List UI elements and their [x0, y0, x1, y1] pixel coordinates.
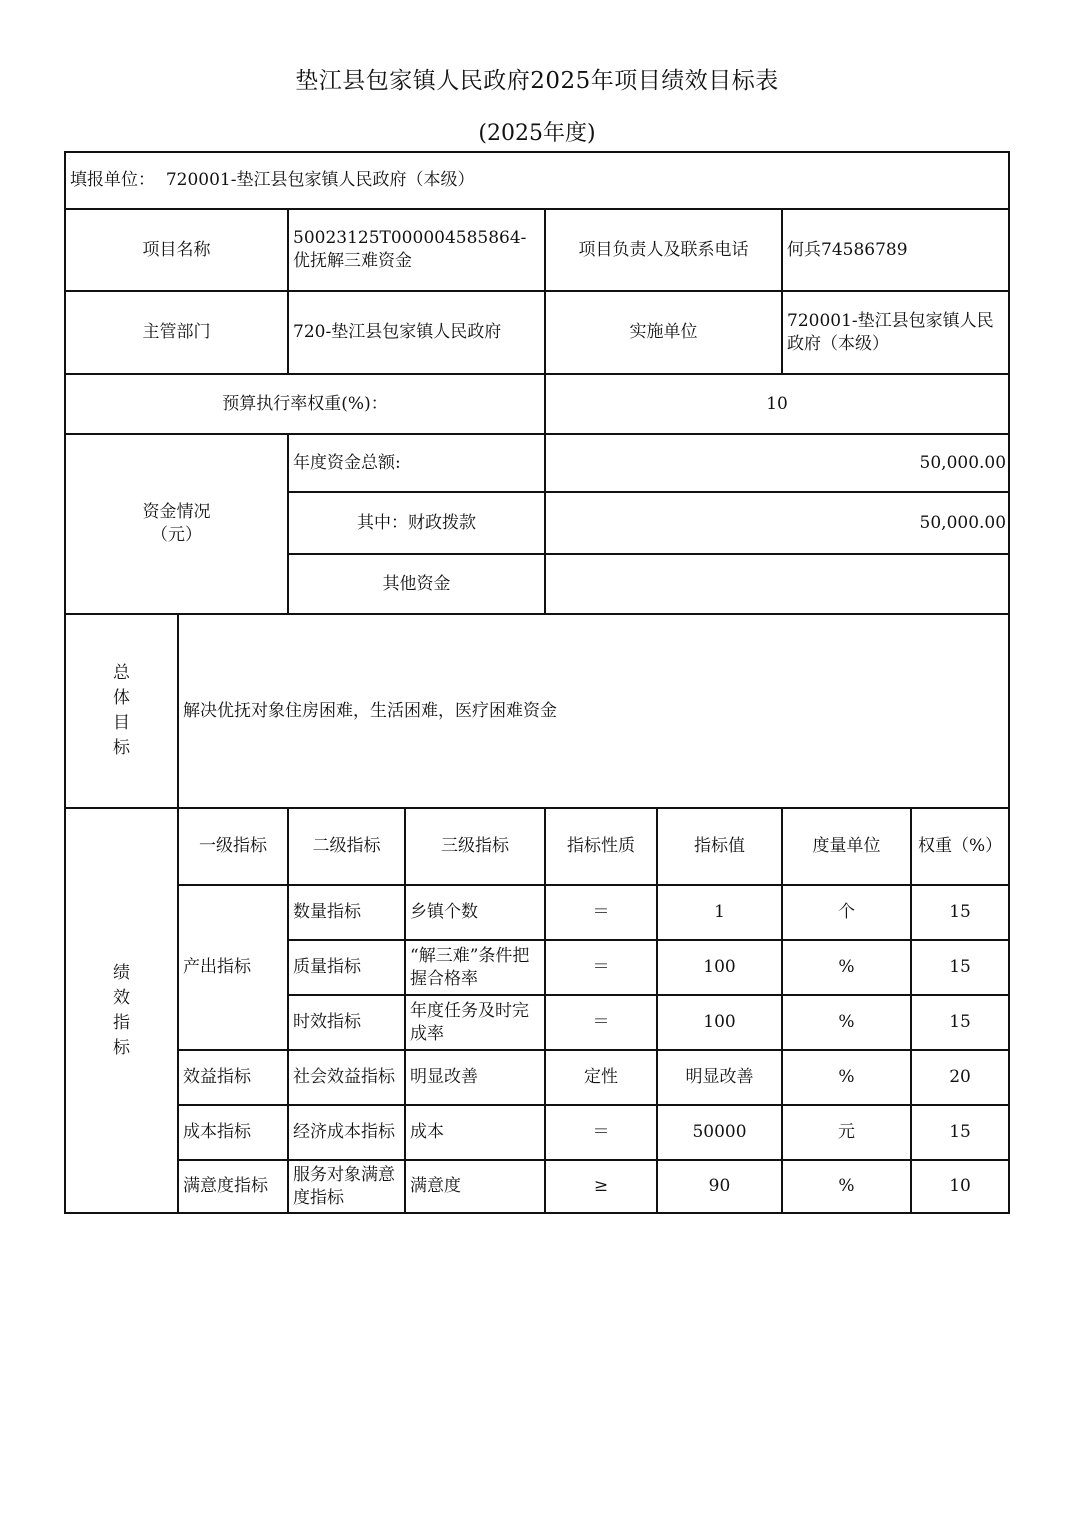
funds-total-label: 年度资金总额: [288, 434, 545, 492]
level2-cell: 社会效益指标 [288, 1050, 405, 1105]
level2-cell: 经济成本指标 [288, 1105, 405, 1160]
unit-label: 填报单位： [70, 170, 155, 191]
unit-row [65, 152, 1009, 209]
header-unit: 度量单位 [782, 808, 911, 885]
level1-cell: 成本指标 [178, 1105, 288, 1160]
weight-cell: 15 [911, 995, 1009, 1050]
value-cell: 50000 [657, 1105, 782, 1160]
level3-cell: “解三难”条件把握合格率 [405, 940, 545, 995]
table-row [65, 1050, 1009, 1105]
nature-cell: ＝ [545, 1105, 657, 1160]
weight-cell: 15 [911, 885, 1009, 940]
table-row [65, 1160, 1009, 1213]
project-contact-value: 何兵74586789 [782, 209, 1009, 291]
header-level3: 三级指标 [405, 808, 545, 885]
table-row [65, 885, 1009, 940]
unit-cell [65, 152, 1009, 209]
level3-cell: 乡镇个数 [405, 885, 545, 940]
nature-cell: ＝ [545, 885, 657, 940]
budget-rate-label: 预算执行率权重(%)： [65, 374, 545, 434]
funds-label-line2: （元） [151, 525, 202, 545]
implementing-unit-label: 实施单位 [545, 291, 782, 374]
overall-goal-char: 目 [113, 713, 130, 733]
value-cell: 100 [657, 940, 782, 995]
overall-goal-char: 体 [113, 688, 130, 708]
value-cell: 1 [657, 885, 782, 940]
level3-cell: 年度任务及时完成率 [405, 995, 545, 1050]
nature-cell: ≥ [545, 1160, 657, 1213]
level3-cell: 明显改善 [405, 1050, 545, 1105]
level3-cell: 满意度 [405, 1160, 545, 1213]
unit-cell: % [782, 1050, 911, 1105]
header-value: 指标值 [657, 808, 782, 885]
project-row [65, 209, 1009, 291]
department-label: 主管部门 [65, 291, 288, 374]
nature-cell: 定性 [545, 1050, 657, 1105]
level2-cell: 质量指标 [288, 940, 405, 995]
value-cell: 100 [657, 995, 782, 1050]
budget-rate-value: 10 [545, 374, 1009, 434]
overall-goal-char: 标 [113, 738, 130, 758]
indicator-label-char: 效 [113, 987, 130, 1008]
level1-cell: 效益指标 [178, 1050, 288, 1105]
department-value: 720-垫江县包家镇人民政府 [288, 291, 545, 374]
budget-rate-row [65, 374, 1009, 434]
funds-label [65, 434, 288, 614]
funds-other-value [545, 554, 1009, 614]
unit-cell: % [782, 995, 911, 1050]
page-title: 垫江县包家镇人民政府2025年项目绩效目标表 [295, 68, 779, 94]
table-row [65, 1105, 1009, 1160]
project-name-value: 50023125T000004585864-优抚解三难资金 [288, 209, 545, 291]
unit-cell: % [782, 1160, 911, 1213]
funds-other-label: 其他资金 [288, 554, 545, 614]
nature-cell: ＝ [545, 940, 657, 995]
department-row [65, 291, 1009, 374]
indicator-header-row [65, 808, 1009, 885]
unit-cell: 个 [782, 885, 911, 940]
weight-cell: 20 [911, 1050, 1009, 1105]
nature-cell: ＝ [545, 995, 657, 1050]
value-cell: 明显改善 [657, 1050, 782, 1105]
overall-goal-char: 总 [113, 663, 130, 683]
indicator-label-char: 指 [113, 1012, 130, 1033]
weight-cell: 10 [911, 1160, 1009, 1213]
funds-total-value: 50,000.00 [545, 434, 1009, 492]
header-level2: 二级指标 [288, 808, 405, 885]
overall-goal-row [65, 614, 1009, 808]
project-contact-label: 项目负责人及联系电话 [545, 209, 782, 291]
weight-cell: 15 [911, 940, 1009, 995]
overall-goal-text: 解决优抚对象住房困难，生活困难，医疗困难资金 [178, 614, 1009, 808]
funds-fiscal-value: 50,000.00 [545, 492, 1009, 554]
indicator-label-char: 绩 [113, 962, 130, 983]
level2-cell: 数量指标 [288, 885, 405, 940]
overall-goal-label [65, 614, 178, 808]
funds-total-row [65, 434, 1009, 492]
level1-cell: 满意度指标 [178, 1160, 288, 1213]
level3-cell: 成本 [405, 1105, 545, 1160]
header-nature: 指标性质 [545, 808, 657, 885]
unit-cell: % [782, 940, 911, 995]
level2-cell: 服务对象满意度指标 [288, 1160, 405, 1213]
funds-fiscal-label: 其中：财政拨款 [288, 492, 545, 554]
indicator-label-char: 标 [113, 1037, 130, 1058]
value-cell: 90 [657, 1160, 782, 1213]
implementing-unit-value: 720001-垫江县包家镇人民政府（本级） [782, 291, 1009, 374]
header-weight: 权重（%） [911, 808, 1009, 885]
unit-cell: 元 [782, 1105, 911, 1160]
weight-cell: 15 [911, 1105, 1009, 1160]
performance-indicator-label [65, 808, 178, 1213]
unit-value: 720001-垫江县包家镇人民政府（本级） [165, 170, 475, 191]
level2-cell: 时效指标 [288, 995, 405, 1050]
header-level1: 一级指标 [178, 808, 288, 885]
project-name-label: 项目名称 [65, 209, 288, 291]
performance-target-table [64, 151, 1010, 1214]
page-subtitle: (2025年度) [478, 121, 596, 146]
funds-label-line1: 资金情况 [142, 502, 211, 523]
level1-cell: 产出指标 [178, 885, 288, 1050]
